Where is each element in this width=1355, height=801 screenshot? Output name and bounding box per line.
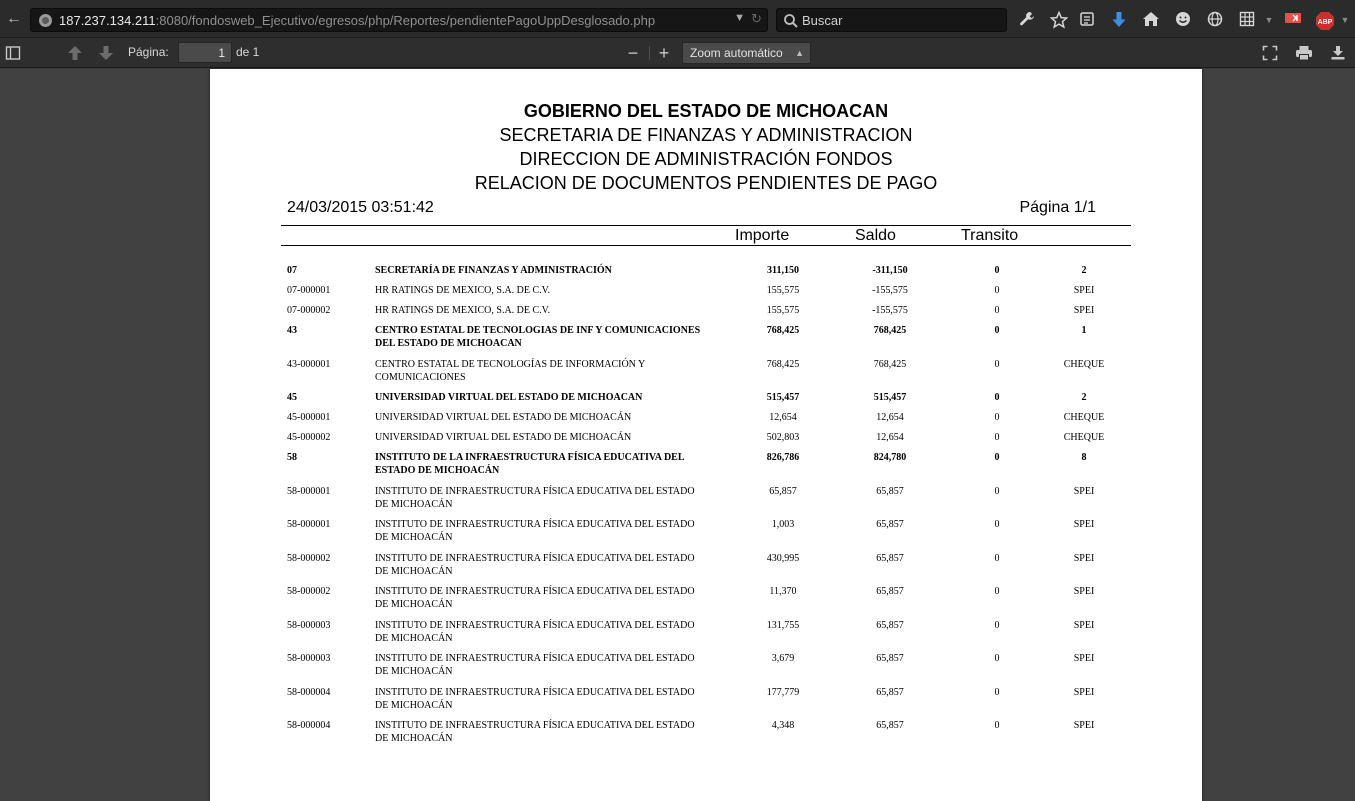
row-description: INSTITUTO DE INFRAESTRUCTURA FÍSICA EDUCATIVA DEL ESTADO DE MICHOACÁN <box>375 720 695 744</box>
page-label: Página: <box>128 45 169 59</box>
row-saldo: 824,780 <box>873 452 907 463</box>
row-saldo: 65,857 <box>876 720 904 731</box>
download-icon[interactable] <box>1108 9 1130 31</box>
globe-icon[interactable] <box>1204 9 1226 31</box>
report-page-number: Página 1/1 <box>1019 199 1096 216</box>
row-saldo: 768,425 <box>873 325 907 336</box>
row-saldo: 65,857 <box>876 485 904 497</box>
row-importe: 311,150 <box>767 265 799 276</box>
table-row <box>210 358 1202 392</box>
table-row <box>210 284 1202 304</box>
row-transito: 0 <box>994 358 1000 370</box>
adblock-icon[interactable] <box>1314 9 1336 31</box>
report-subtitle-2: DIRECCION DE ADMINISTRACIÓN FONDOS <box>519 149 893 169</box>
row-transito: 0 <box>994 305 1000 316</box>
table-row <box>210 686 1202 720</box>
zoom-select[interactable] <box>682 42 811 64</box>
row-payment: CHEQUE <box>1063 358 1105 370</box>
row-importe: 1,003 <box>771 519 795 530</box>
row-importe: 4,348 <box>771 720 795 731</box>
table-row <box>210 485 1202 519</box>
report-subtitle-3: RELACION DE DOCUMENTOS PENDIENTES DE PAGO <box>474 173 938 193</box>
row-payment: CHEQUE <box>1063 412 1105 423</box>
group-row <box>210 324 1202 358</box>
row-description: INSTITUTO DE INFRAESTRUCTURA FÍSICA EDUCATIVA DEL ESTADO DE MICHOACÁN <box>375 586 695 610</box>
row-description: SECRETARÍA DE FINANZAS Y ADMINISTRACIÓN <box>375 265 612 276</box>
row-saldo: 65,857 <box>876 586 904 597</box>
row-code: 07-000001 <box>287 285 331 296</box>
row-saldo: -155,575 <box>872 285 908 296</box>
row-code: 58-000003 <box>287 619 331 631</box>
zoom-in-button[interactable]: + <box>658 43 670 63</box>
row-payment: SPEI <box>1073 619 1095 631</box>
row-importe: 131,755 <box>766 619 800 631</box>
wrench-icon[interactable] <box>1016 9 1038 31</box>
page-number-input[interactable] <box>178 42 232 63</box>
row-payment: 2 <box>1081 392 1087 403</box>
row-code: 58-000004 <box>287 686 331 698</box>
row-code: 58-000003 <box>287 653 331 664</box>
row-importe: 155,575 <box>766 305 800 316</box>
previous-page-icon[interactable] <box>64 42 86 64</box>
row-importe: 12,654 <box>769 412 797 423</box>
row-description: HR RATINGS DE MEXICO, S.A. DE C.V. <box>375 285 551 296</box>
flag-icon[interactable] <box>1282 9 1304 31</box>
zoom-divider <box>649 46 650 60</box>
url-text[interactable] <box>59 13 655 28</box>
row-payment: SPEI <box>1073 653 1095 664</box>
row-description: INSTITUTO DE INFRAESTRUCTURA FÍSICA EDUCATIVA DEL ESTADO DE MICHOACÁN <box>375 686 695 711</box>
row-transito: 0 <box>994 519 1000 530</box>
row-transito: 0 <box>994 720 1000 731</box>
row-saldo: 65,857 <box>876 653 904 664</box>
report-title: GOBIERNO DEL ESTADO DE MICHOACAN <box>523 101 889 121</box>
zoom-caret-icon: ▲ <box>795 48 804 58</box>
row-importe: 430,995 <box>766 552 800 564</box>
row-code: 58-000001 <box>287 485 331 497</box>
report-datetime: 24/03/2015 03:51:42 <box>287 199 434 216</box>
site-globe-icon <box>39 14 52 27</box>
row-saldo: 65,857 <box>876 552 904 564</box>
header-rule-bottom <box>281 245 1131 246</box>
table-row <box>210 652 1202 686</box>
row-saldo: 12,654 <box>876 412 904 423</box>
row-description: INSTITUTO DE INFRAESTRUCTURA FÍSICA EDUCATIVA DEL ESTADO DE MICHOACÁN <box>375 619 695 644</box>
print-icon[interactable] <box>1293 42 1315 64</box>
back-arrow-icon[interactable]: ← <box>6 10 22 27</box>
row-code: 45-000002 <box>287 432 331 443</box>
row-description: UNIVERSIDAD VIRTUAL DEL ESTADO DE MICHOACAN <box>375 392 643 403</box>
pdf-toolbar <box>0 38 1355 68</box>
grid-icon[interactable] <box>1236 9 1258 31</box>
row-description: INSTITUTO DE INFRAESTRUCTURA FÍSICA EDUCATIVA DEL ESTADO DE MICHOACÁN <box>375 519 695 543</box>
table-row <box>210 719 1202 753</box>
row-saldo: -311,150 <box>872 265 908 276</box>
group-row <box>210 391 1202 411</box>
row-code: 43 <box>287 325 297 336</box>
row-transito: 0 <box>994 285 1000 296</box>
row-payment: SPEI <box>1073 552 1095 564</box>
table-row <box>210 518 1202 552</box>
row-transito: 0 <box>994 552 1000 564</box>
row-transito: 0 <box>994 485 1000 497</box>
report-subtitle-1: SECRETARIA DE FINANZAS Y ADMINISTRACION <box>499 125 913 145</box>
row-importe: 155,575 <box>766 285 800 296</box>
row-payment: SPEI <box>1073 485 1095 497</box>
row-description: INSTITUTO DE LA INFRAESTRUCTURA FÍSICA EDUCATIVA DEL ESTADO DE MICHOACÁN <box>375 452 684 476</box>
row-importe: 826,786 <box>766 452 800 463</box>
row-code: 58-000002 <box>287 586 331 597</box>
reading-list-icon[interactable] <box>1076 9 1098 31</box>
table-row <box>210 619 1202 653</box>
group-row <box>210 451 1202 485</box>
row-code: 43-000001 <box>287 358 331 370</box>
group-row <box>210 264 1202 284</box>
zoom-select-value: Zoom automático <box>690 46 783 60</box>
row-transito: 0 <box>994 325 1000 336</box>
row-description: HR RATINGS DE MEXICO, S.A. DE C.V. <box>375 305 551 316</box>
row-description: INSTITUTO DE INFRAESTRUCTURA FÍSICA EDUCATIVA DEL ESTADO DE MICHOACÁN <box>375 653 695 677</box>
row-transito: 0 <box>994 432 1000 443</box>
pdf-viewer[interactable] <box>0 69 1355 801</box>
row-importe: 768,425 <box>766 325 800 336</box>
pdf-page <box>210 69 1202 801</box>
row-payment: SPEI <box>1073 519 1095 530</box>
url-history-dropdown-icon[interactable]: ▼ <box>734 12 745 24</box>
row-code: 58 <box>287 452 297 463</box>
row-payment: SPEI <box>1073 586 1095 597</box>
row-description: INSTITUTO DE INFRAESTRUCTURA FÍSICA EDUCATIVA DEL ESTADO DE MICHOACÁN <box>375 485 695 510</box>
row-description: CENTRO ESTATAL DE TECNOLOGIAS DE INF Y COMUNICACIONES DEL ESTADO DE MICHOACAN <box>375 325 701 349</box>
reload-icon[interactable]: ↻ <box>751 11 762 26</box>
row-transito: 0 <box>994 686 1000 698</box>
row-transito: 0 <box>994 412 1000 423</box>
row-importe: 768,425 <box>766 358 800 370</box>
row-importe: 177,779 <box>766 686 800 698</box>
row-transito: 0 <box>994 586 1000 597</box>
table-row <box>210 431 1202 451</box>
row-importe: 65,857 <box>769 485 797 497</box>
row-saldo: 768,425 <box>873 358 907 370</box>
row-payment: SPEI <box>1073 720 1095 731</box>
row-code: 07 <box>287 265 297 276</box>
smiley-icon[interactable] <box>1172 9 1194 31</box>
row-importe: 3,679 <box>771 653 795 664</box>
table-row <box>210 411 1202 431</box>
row-description: CENTRO ESTATAL DE TECNOLOGÍAS DE INFORMACIÓN Y COMUNICACIONES <box>375 358 645 383</box>
home-icon[interactable] <box>1140 9 1162 31</box>
row-code: 07-000002 <box>287 305 331 316</box>
row-code: 58-000002 <box>287 552 331 564</box>
row-code: 58-000004 <box>287 720 331 731</box>
row-saldo: 65,857 <box>876 519 904 530</box>
star-icon[interactable] <box>1048 9 1070 31</box>
row-importe: 11,370 <box>769 586 797 597</box>
row-payment: 8 <box>1081 452 1087 463</box>
report-rows <box>210 264 1202 753</box>
row-description: UNIVERSIDAD VIRTUAL DEL ESTADO DE MICHOACÁN <box>375 432 632 443</box>
row-transito: 0 <box>994 265 1000 276</box>
save-download-icon[interactable] <box>1327 42 1349 64</box>
row-saldo: 515,457 <box>873 392 907 403</box>
row-saldo: 65,857 <box>876 686 904 698</box>
fullscreen-icon[interactable] <box>1259 42 1281 64</box>
row-description: INSTITUTO DE INFRAESTRUCTURA FÍSICA EDUCATIVA DEL ESTADO DE MICHOACÁN <box>375 552 695 577</box>
row-payment: SPEI <box>1073 285 1095 296</box>
row-code: 58-000001 <box>287 519 331 530</box>
row-transito: 0 <box>994 452 1000 463</box>
url-bar[interactable] <box>30 8 768 32</box>
table-row <box>210 585 1202 619</box>
table-row <box>210 304 1202 324</box>
sidebar-toggle-icon[interactable] <box>2 42 24 64</box>
row-saldo: 12,654 <box>876 432 904 443</box>
row-description: UNIVERSIDAD VIRTUAL DEL ESTADO DE MICHOACÁN <box>375 412 632 423</box>
report-header <box>210 99 1202 195</box>
column-header-importe: Importe <box>735 227 790 244</box>
page-count: de 1 <box>236 45 260 59</box>
header-rule-top <box>281 225 1131 226</box>
url-host: 187.237.134.211 <box>59 13 156 28</box>
search-box[interactable] <box>776 8 1007 32</box>
row-payment: 2 <box>1081 265 1087 276</box>
adblock-label: ABP <box>1317 19 1333 26</box>
row-code: 45-000001 <box>287 412 331 423</box>
row-transito: 0 <box>994 653 1000 664</box>
adblock-dropdown-icon[interactable]: ▼ <box>1340 15 1350 25</box>
search-icon <box>783 13 799 29</box>
column-header-saldo: Saldo <box>855 227 896 244</box>
row-importe: 515,457 <box>766 392 800 403</box>
row-payment: CHEQUE <box>1063 432 1105 443</box>
search-input[interactable] <box>802 12 1002 29</box>
row-saldo: 65,857 <box>876 619 904 631</box>
row-transito: 0 <box>994 619 1000 631</box>
browser-toolbar <box>0 0 1355 38</box>
column-header-transito: Transito <box>961 227 1019 244</box>
row-code: 45 <box>287 392 297 403</box>
row-importe: 502,803 <box>766 432 800 443</box>
row-payment: SPEI <box>1073 686 1095 698</box>
row-payment: SPEI <box>1073 305 1095 316</box>
row-saldo: -155,575 <box>872 305 908 316</box>
grid-dropdown-icon[interactable]: ▼ <box>1264 15 1274 25</box>
row-payment: 1 <box>1081 325 1087 336</box>
next-page-icon[interactable] <box>95 42 117 64</box>
url-path: :8080/fondosweb_Ejecutivo/egresos/php/Reportes/pendientePagoUppDesglosado.php <box>155 13 656 28</box>
table-row <box>210 552 1202 586</box>
zoom-out-button[interactable]: − <box>627 43 639 63</box>
row-transito: 0 <box>994 392 1000 403</box>
